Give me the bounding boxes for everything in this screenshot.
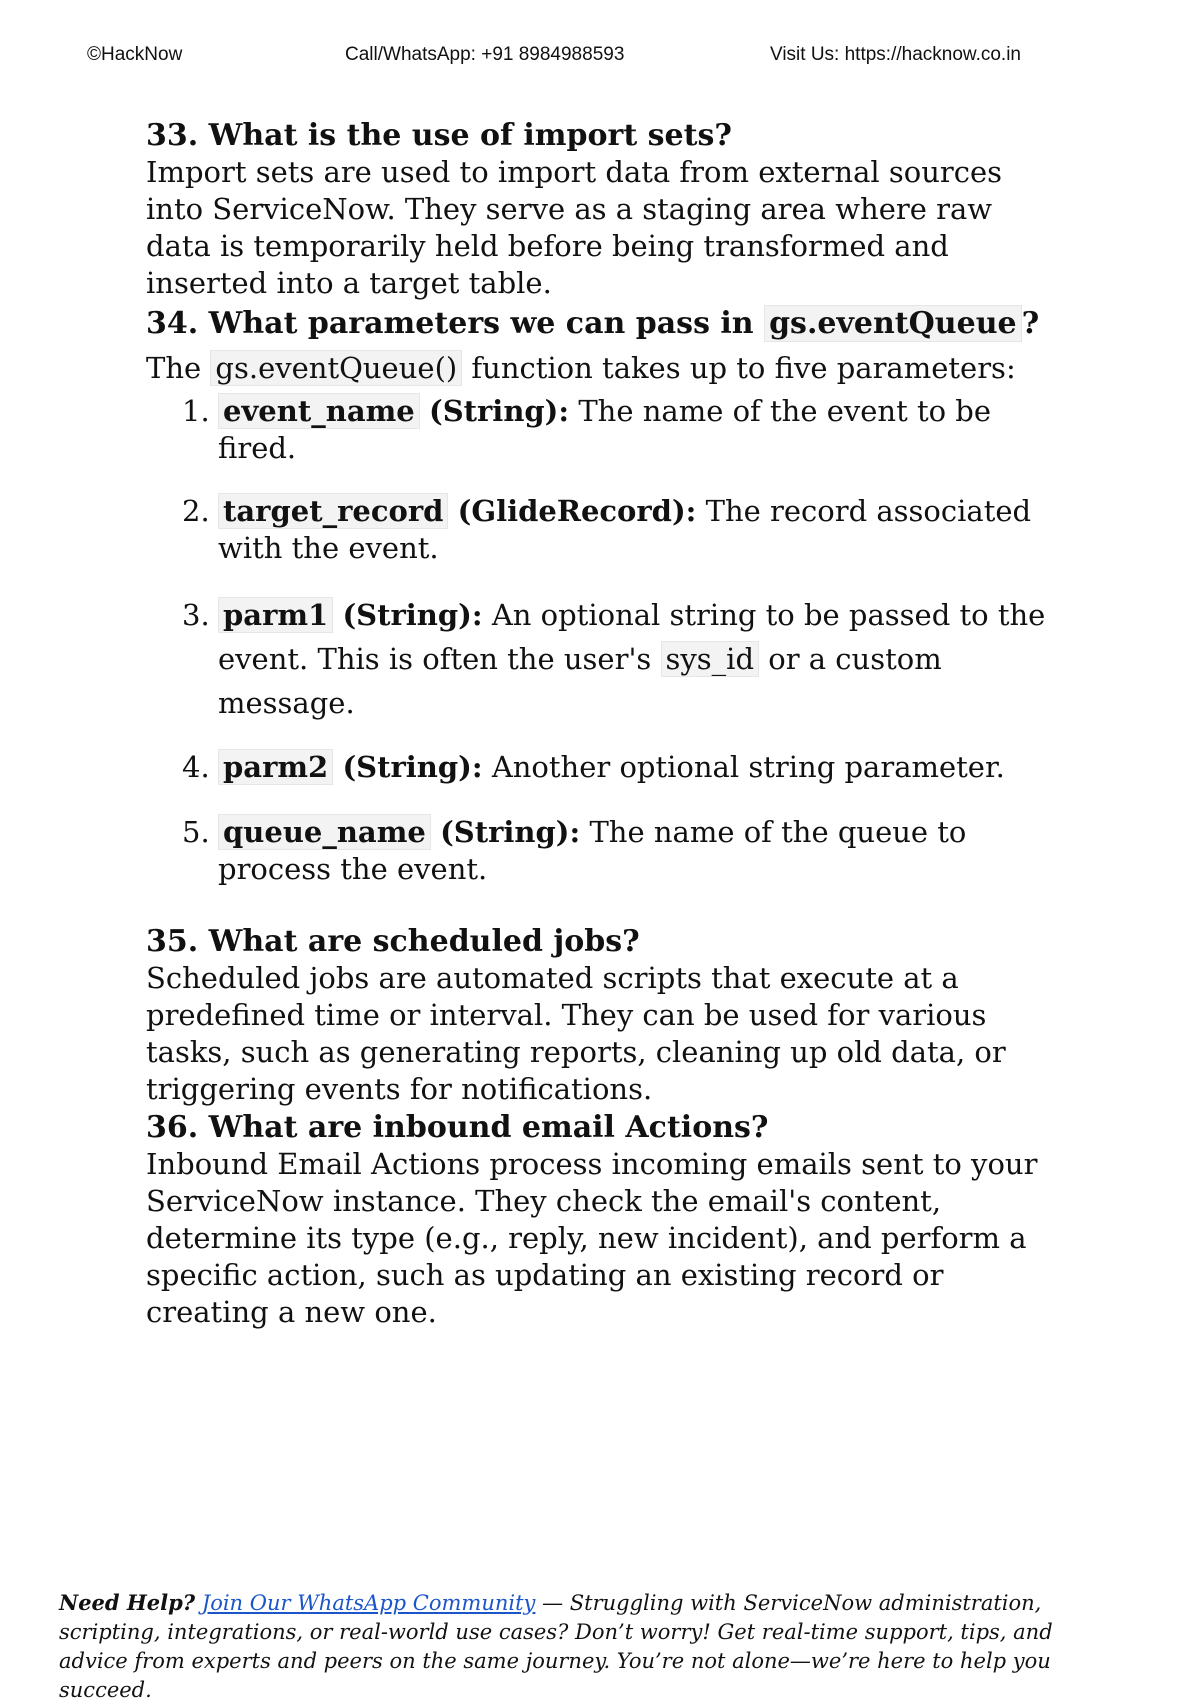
question-33-answer: Import sets are used to import data from external sources into ServiceNow. They serve as a staging area where raw data is temporarily held before being transformed and inserted into a target table.	[146, 155, 1003, 300]
footer-lead: Need Help?	[59, 1590, 196, 1615]
list-item-number: 2.	[182, 494, 210, 528]
param-description-code: sys_id	[661, 641, 760, 677]
list-item	[146, 749, 1066, 786]
param-name: parm2	[218, 749, 333, 785]
question-36-answer: Inbound Email Actions process incoming emails sent to your ServiceNow instance. They check the email's content, determine its type (e.g., reply, new incident), and perform a specific action, such as updating an existing record or creating a new one.	[146, 1147, 1038, 1329]
question-36-title: 36. What are inbound email Actions?	[146, 1110, 769, 1145]
list-item	[146, 493, 1066, 567]
param-name: target_record	[218, 493, 448, 529]
question-35-title: 35. What are scheduled jobs?	[146, 924, 640, 959]
param-description-after: or a custom message.	[218, 642, 942, 720]
question-33-title: 33. What is the use of import sets?	[146, 118, 732, 153]
param-type: (String):	[342, 750, 483, 784]
list-item	[146, 814, 1066, 888]
param-type: (String):	[440, 815, 581, 849]
param-name: queue_name	[218, 814, 431, 850]
param-type: (String):	[428, 394, 570, 428]
parameter-list	[146, 393, 1066, 888]
header-brand: ©HackNow	[87, 44, 183, 65]
question-35-answer: Scheduled jobs are automated scripts that execute at a predefined time or interval. They can be used for various tasks, such as generating reports, cleaning up old data, or triggering events for notifications.	[146, 961, 1006, 1106]
question-34-intro-suffix: function takes up to five parameters:	[471, 351, 1016, 385]
footer-text: — Struggling with ServiceNow administration, scripting, integrations, or real-world use cases? Don’t worry! Get real-time support, tips, and advice from experts and peers on the same journey. You’re not alone—we’re here to help you succeed.	[59, 1591, 1053, 1702]
header-contact: Call/WhatsApp: +91 8984988593	[345, 44, 625, 65]
page-header	[0, 40, 1191, 70]
list-item-number: 1.	[182, 394, 210, 428]
list-item-number: 5.	[182, 815, 210, 849]
question-34-title-suffix: ?	[1021, 306, 1040, 341]
param-name: event_name	[218, 393, 420, 429]
list-item	[146, 393, 1066, 467]
param-description: The name of the event to be fired.	[218, 394, 992, 465]
list-item-number: 4.	[182, 750, 210, 784]
question-34-title	[146, 306, 1066, 342]
param-description: The record associated with the event.	[218, 494, 1032, 565]
question-34-title-code: gs.eventQueue	[764, 305, 1022, 342]
whatsapp-community-link[interactable]: Join Our WhatsApp Community	[201, 1591, 536, 1615]
list-item	[146, 593, 1066, 725]
question-34-intro-code: gs.eventQueue()	[210, 350, 462, 386]
question-34-intro-prefix: The	[146, 351, 202, 385]
param-description: An optional string to be passed to the event. This is often the user's	[218, 598, 1046, 676]
param-name: parm1	[218, 597, 333, 633]
list-item-number: 3.	[182, 598, 210, 632]
question-34-title-prefix: 34. What parameters we can pass in	[146, 306, 754, 341]
page-content	[146, 118, 1066, 1331]
page-footer	[59, 1588, 1119, 1705]
param-description: Another optional string parameter.	[491, 750, 1005, 784]
param-type: (GlideRecord):	[457, 494, 697, 528]
question-34-intro	[146, 350, 1066, 387]
header-site: Visit Us: https://hacknow.co.in	[770, 44, 1021, 65]
param-type: (String):	[342, 598, 483, 632]
param-description: The name of the queue to process the event.	[218, 815, 967, 886]
